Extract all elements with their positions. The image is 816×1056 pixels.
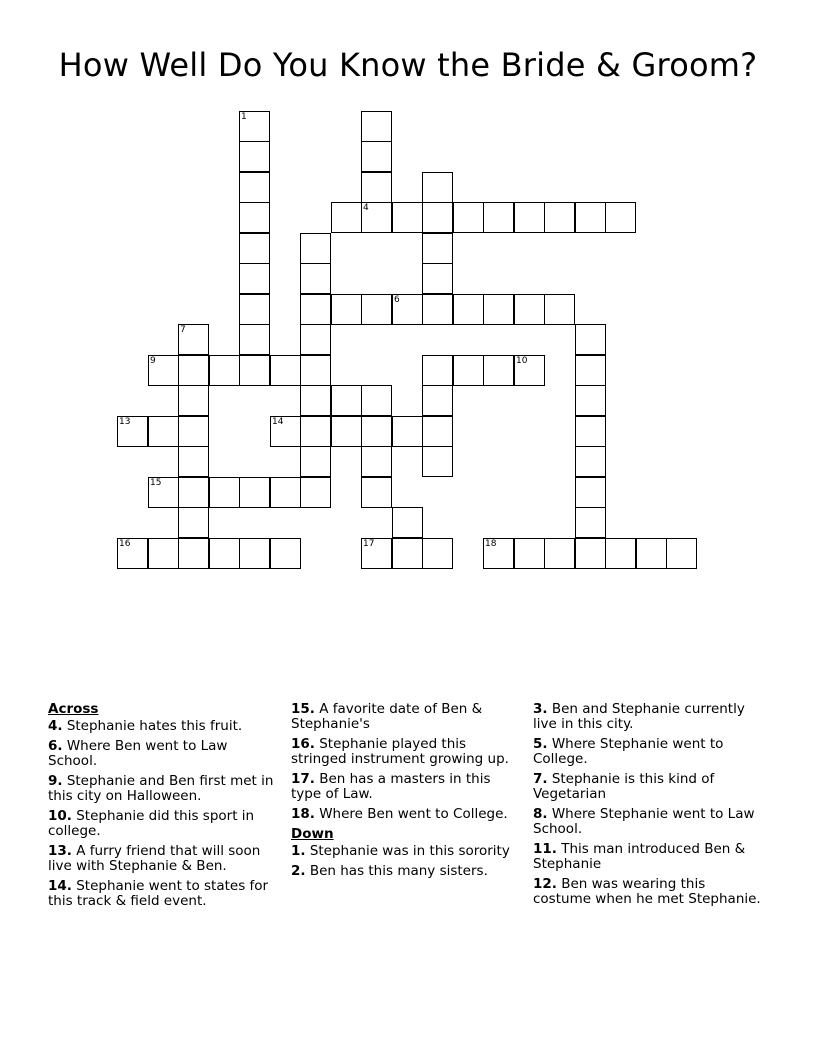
- grid-cell[interactable]: [361, 202, 392, 233]
- grid-cell[interactable]: [300, 294, 331, 325]
- grid-cell[interactable]: [453, 294, 484, 325]
- grid-cell[interactable]: [544, 294, 575, 325]
- grid-cell[interactable]: [422, 416, 453, 447]
- grid-cell[interactable]: [331, 202, 362, 233]
- grid-cell[interactable]: [422, 446, 453, 477]
- grid-cell[interactable]: [392, 507, 423, 538]
- grid-cell[interactable]: [209, 477, 240, 508]
- grid-cell[interactable]: [300, 233, 331, 264]
- clue-number: 18: [485, 539, 497, 549]
- grid-cell[interactable]: [178, 477, 209, 508]
- grid-cell[interactable]: [575, 385, 606, 416]
- clue-item-text: Ben has a masters in this type of Law.: [291, 771, 491, 802]
- clue-number: 13: [119, 417, 131, 427]
- grid-cell[interactable]: [392, 294, 423, 325]
- grid-cell[interactable]: [483, 355, 514, 386]
- page-title: How Well Do You Know the Bride & Groom?: [58, 46, 758, 84]
- clue-item-text: Stephanie played this stringed instrument growing up.: [291, 736, 509, 767]
- clue-item-text: Ben and Stephanie currently live in this city.: [533, 701, 745, 732]
- grid-cell[interactable]: [483, 294, 514, 325]
- grid-cell[interactable]: [422, 355, 453, 386]
- grid-cell[interactable]: [575, 507, 606, 538]
- grid-cell[interactable]: [178, 446, 209, 477]
- clues-column-1: [48, 702, 280, 914]
- grid-cell[interactable]: [148, 416, 179, 447]
- grid-cell[interactable]: [392, 202, 423, 233]
- clue-item: [533, 877, 765, 907]
- grid-cell[interactable]: [605, 538, 636, 569]
- grid-cell[interactable]: [178, 355, 209, 386]
- clue-item-number: 8.: [533, 806, 548, 822]
- clue-item: [533, 807, 765, 837]
- grid-cell[interactable]: [270, 477, 301, 508]
- grid-cell[interactable]: [300, 416, 331, 447]
- grid-cell[interactable]: [117, 538, 148, 569]
- grid-cell[interactable]: [575, 538, 606, 569]
- grid-cell[interactable]: [239, 111, 270, 142]
- grid-cell[interactable]: [300, 263, 331, 294]
- grid-cell[interactable]: [636, 538, 667, 569]
- grid-cell[interactable]: [331, 294, 362, 325]
- grid-cell[interactable]: [148, 355, 179, 386]
- grid-cell[interactable]: [422, 538, 453, 569]
- grid-cell[interactable]: [270, 416, 301, 447]
- clue-item-number: 14.: [48, 878, 72, 894]
- grid-cell[interactable]: [270, 355, 301, 386]
- grid-cell[interactable]: [209, 355, 240, 386]
- clue-item-text: Stephanie was in this sorority: [305, 843, 510, 859]
- grid-cell[interactable]: [392, 416, 423, 447]
- grid-cell[interactable]: [422, 202, 453, 233]
- grid-cell[interactable]: [239, 477, 270, 508]
- grid-cell[interactable]: [544, 202, 575, 233]
- grid-cell[interactable]: [239, 202, 270, 233]
- grid-cell[interactable]: [331, 385, 362, 416]
- clue-item-text: Ben has this many sisters.: [305, 863, 488, 879]
- grid-cell[interactable]: [361, 416, 392, 447]
- grid-cell[interactable]: [575, 446, 606, 477]
- clue-item-number: 17.: [291, 771, 315, 787]
- grid-cell[interactable]: [422, 233, 453, 264]
- clue-item-number: 16.: [291, 736, 315, 752]
- clue-number: 15: [150, 478, 162, 488]
- grid-cell[interactable]: [514, 355, 545, 386]
- grid-cell[interactable]: [453, 355, 484, 386]
- clue-item-number: 13.: [48, 843, 72, 859]
- clue-item: [291, 772, 523, 802]
- clue-item-number: 5.: [533, 736, 548, 752]
- clue-item: [291, 737, 523, 767]
- clue-number: 6: [394, 295, 400, 305]
- grid-cell[interactable]: [331, 416, 362, 447]
- clue-item: [48, 879, 280, 909]
- grid-cell[interactable]: [117, 416, 148, 447]
- grid-cell[interactable]: [453, 202, 484, 233]
- clue-item-text: Stephanie hates this fruit.: [62, 718, 243, 734]
- clue-item-number: 7.: [533, 771, 548, 787]
- clue-number: 14: [272, 417, 284, 427]
- clue-number: 10: [516, 356, 528, 366]
- grid-cell[interactable]: [361, 538, 392, 569]
- grid-cell[interactable]: [239, 324, 270, 355]
- clue-item-number: 9.: [48, 773, 63, 789]
- clue-item: [48, 739, 280, 769]
- grid-cell[interactable]: [239, 538, 270, 569]
- across-heading: Across: [48, 701, 99, 717]
- clue-number: 4: [363, 203, 369, 213]
- clue-item-number: 11.: [533, 841, 557, 857]
- grid-cell[interactable]: [544, 538, 575, 569]
- grid-cell[interactable]: [178, 416, 209, 447]
- clue-number: 17: [363, 539, 375, 549]
- clue-item-number: 6.: [48, 738, 63, 754]
- clue-item-number: 12.: [533, 876, 557, 892]
- grid-cell[interactable]: [514, 538, 545, 569]
- grid-cell[interactable]: [300, 477, 331, 508]
- grid-cell[interactable]: [239, 141, 270, 172]
- grid-cell[interactable]: [483, 202, 514, 233]
- grid-cell[interactable]: [422, 172, 453, 203]
- grid-cell[interactable]: [514, 294, 545, 325]
- clue-item-text: Stephanie and Ben first met in this city on Halloween.: [48, 773, 274, 804]
- grid-cell[interactable]: [300, 385, 331, 416]
- grid-cell[interactable]: [178, 538, 209, 569]
- clue-item-text: Where Stephanie went to Law School.: [533, 806, 755, 837]
- grid-cell[interactable]: [422, 294, 453, 325]
- grid-cell[interactable]: [361, 477, 392, 508]
- clue-item: [291, 807, 523, 822]
- clue-item: [48, 809, 280, 839]
- clue-item: [48, 719, 280, 734]
- clue-item-text: Where Ben went to College.: [314, 806, 508, 822]
- clue-item: [533, 772, 765, 802]
- grid-cell[interactable]: [666, 538, 697, 569]
- clue-item: [48, 844, 280, 874]
- grid-cell[interactable]: [148, 538, 179, 569]
- grid-cell[interactable]: [270, 538, 301, 569]
- grid-cell[interactable]: [239, 263, 270, 294]
- grid-cell[interactable]: [605, 202, 636, 233]
- down-clues-list-1: [291, 844, 523, 879]
- grid-cell[interactable]: [239, 172, 270, 203]
- clue-item: [533, 842, 765, 872]
- grid-cell[interactable]: [514, 202, 545, 233]
- grid-cell[interactable]: [361, 111, 392, 142]
- clue-item-number: 4.: [48, 718, 63, 734]
- clue-number: 16: [119, 539, 131, 549]
- across-clues-list-2: [291, 702, 523, 822]
- clue-item-text: Where Ben went to Law School.: [48, 738, 228, 769]
- clue-item-number: 18.: [291, 806, 315, 822]
- clue-item-number: 1.: [291, 843, 306, 859]
- clue-item-text: Where Stephanie went to College.: [533, 736, 724, 767]
- down-heading: Down: [291, 826, 334, 842]
- grid-cell[interactable]: [300, 324, 331, 355]
- clue-item-text: Stephanie did this sport in college.: [48, 808, 255, 839]
- clue-item: [291, 864, 523, 879]
- clue-item-number: 10.: [48, 808, 72, 824]
- clue-number: 9: [150, 356, 156, 366]
- clue-item: [291, 702, 523, 732]
- grid-cell[interactable]: [361, 141, 392, 172]
- clues-column-2: [291, 702, 523, 884]
- grid-cell[interactable]: [483, 538, 514, 569]
- grid-cell[interactable]: [239, 233, 270, 264]
- clue-item-text: A favorite date of Ben & Stephanie's: [291, 701, 483, 732]
- down-clues-list-2: [533, 702, 765, 907]
- clue-item-text: Ben was wearing this costume when he met Stephanie.: [533, 876, 761, 907]
- grid-cell[interactable]: [392, 538, 423, 569]
- grid-cell[interactable]: [422, 385, 453, 416]
- across-clues-list-1: [48, 719, 280, 909]
- grid-cell[interactable]: [361, 446, 392, 477]
- grid-cell[interactable]: [361, 172, 392, 203]
- grid-cell[interactable]: [148, 477, 179, 508]
- grid-cell[interactable]: [575, 355, 606, 386]
- clue-item: [533, 737, 765, 767]
- clue-item-text: Stephanie is this kind of Vegetarian: [533, 771, 715, 802]
- clue-item-number: 2.: [291, 863, 306, 879]
- grid-cell[interactable]: [239, 294, 270, 325]
- clue-item: [533, 702, 765, 732]
- grid-cell[interactable]: [361, 385, 392, 416]
- grid-cell[interactable]: [575, 324, 606, 355]
- grid-cell[interactable]: [361, 294, 392, 325]
- grid-cell[interactable]: [178, 324, 209, 355]
- grid-cell[interactable]: [575, 477, 606, 508]
- grid-cell[interactable]: [300, 355, 331, 386]
- grid-cell[interactable]: [239, 355, 270, 386]
- clue-item-text: Stephanie went to states for this track & field event.: [48, 878, 269, 909]
- clue-number: 1: [241, 112, 247, 122]
- grid-cell[interactable]: [575, 416, 606, 447]
- clue-item: [291, 844, 523, 859]
- grid-cell[interactable]: [178, 385, 209, 416]
- grid-cell[interactable]: [575, 202, 606, 233]
- clue-number: 7: [180, 325, 186, 335]
- clues-column-3: [533, 702, 765, 912]
- grid-cell[interactable]: [300, 446, 331, 477]
- grid-cell[interactable]: [422, 263, 453, 294]
- grid-cell[interactable]: [209, 538, 240, 569]
- clue-item: [48, 774, 280, 804]
- clue-item-number: 3.: [533, 701, 548, 717]
- clue-item-text: This man introduced Ben & Stephanie: [533, 841, 746, 872]
- clue-item-number: 15.: [291, 701, 315, 717]
- grid-cell[interactable]: [178, 507, 209, 538]
- clue-item-text: A furry friend that will soon live with Stephanie & Ben.: [48, 843, 261, 874]
